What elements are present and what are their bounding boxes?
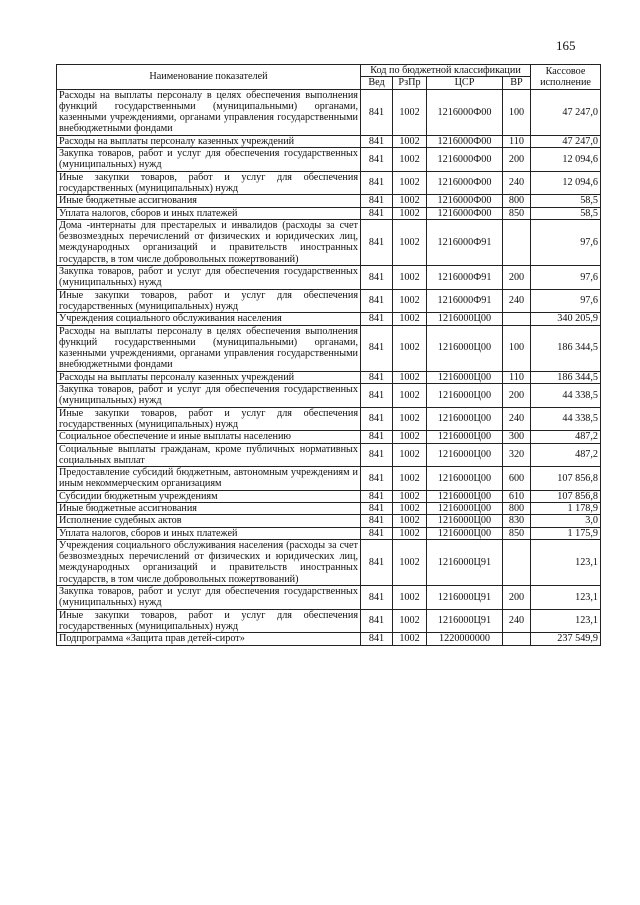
row-ved: 841 xyxy=(361,443,393,467)
row-name: Предоставление субсидий бюджетным, автономным учреждениям и иным некоммерческим организациям xyxy=(57,467,361,491)
table-row xyxy=(57,325,601,371)
row-rzpr: 1002 xyxy=(393,527,427,539)
row-amount: 97,6 xyxy=(531,219,601,265)
row-vr: 200 xyxy=(503,148,531,172)
header-ved: Вед xyxy=(361,77,393,89)
row-ved: 841 xyxy=(361,502,393,514)
row-csr: 1216000Ц00 xyxy=(427,384,503,408)
row-vr xyxy=(503,633,531,645)
row-ved: 841 xyxy=(361,407,393,431)
row-vr: 200 xyxy=(503,266,531,290)
row-ved: 841 xyxy=(361,515,393,527)
table-row xyxy=(57,171,601,195)
header-name: Наименование показателей xyxy=(57,65,361,90)
row-csr: 1216000Ф00 xyxy=(427,89,503,135)
row-amount: 123,1 xyxy=(531,539,601,585)
table-row xyxy=(57,586,601,610)
row-vr: 850 xyxy=(503,527,531,539)
row-rzpr: 1002 xyxy=(393,502,427,514)
row-ved: 841 xyxy=(361,539,393,585)
row-csr: 1216000Ц00 xyxy=(427,443,503,467)
table-row xyxy=(57,467,601,491)
row-csr: 1216000Ц00 xyxy=(427,515,503,527)
header-csr: ЦСР xyxy=(427,77,503,89)
table-row xyxy=(57,148,601,172)
row-name: Социальное обеспечение и иные выплаты населению xyxy=(57,431,361,443)
row-name: Иные бюджетные ассигнования xyxy=(57,195,361,207)
table-row xyxy=(57,266,601,290)
row-vr: 600 xyxy=(503,467,531,491)
row-rzpr: 1002 xyxy=(393,135,427,147)
row-rzpr: 1002 xyxy=(393,219,427,265)
row-ved: 841 xyxy=(361,135,393,147)
row-vr: 850 xyxy=(503,207,531,219)
row-csr: 1216000Ф00 xyxy=(427,207,503,219)
row-name: Расходы на выплаты персоналу казенных учреждений xyxy=(57,135,361,147)
row-csr: 1216000Ц91 xyxy=(427,609,503,633)
row-vr: 320 xyxy=(503,443,531,467)
row-vr: 240 xyxy=(503,407,531,431)
row-amount: 107 856,8 xyxy=(531,467,601,491)
table-row xyxy=(57,443,601,467)
row-vr xyxy=(503,313,531,325)
header-rzpr: РзПр xyxy=(393,77,427,89)
row-rzpr: 1002 xyxy=(393,407,427,431)
row-name: Исполнение судебных актов xyxy=(57,515,361,527)
row-amount: 487,2 xyxy=(531,443,601,467)
header-vr: ВР xyxy=(503,77,531,89)
row-ved: 841 xyxy=(361,325,393,371)
row-amount: 44 338,5 xyxy=(531,407,601,431)
row-csr: 1216000Ц00 xyxy=(427,502,503,514)
row-ved: 841 xyxy=(361,490,393,502)
row-rzpr: 1002 xyxy=(393,609,427,633)
row-rzpr: 1002 xyxy=(393,467,427,491)
row-name: Учреждения социального обслуживания населения xyxy=(57,313,361,325)
row-name: Уплата налогов, сборов и иных платежей xyxy=(57,527,361,539)
row-vr xyxy=(503,539,531,585)
row-name: Иные закупки товаров, работ и услуг для обеспечения государственных (муниципальных) нужд xyxy=(57,609,361,633)
row-amount: 47 247,0 xyxy=(531,135,601,147)
budget-table xyxy=(56,64,601,646)
row-csr: 1216000Ц91 xyxy=(427,586,503,610)
row-vr: 830 xyxy=(503,515,531,527)
row-ved: 841 xyxy=(361,195,393,207)
row-amount: 107 856,8 xyxy=(531,490,601,502)
row-name: Иные закупки товаров, работ и услуг для обеспечения государственных (муниципальных) нужд xyxy=(57,407,361,431)
row-vr: 200 xyxy=(503,384,531,408)
table-row xyxy=(57,207,601,219)
row-amount: 237 549,9 xyxy=(531,633,601,645)
table-row xyxy=(57,371,601,383)
row-name: Закупка товаров, работ и услуг для обеспечения государственных (муниципальных) нужд xyxy=(57,266,361,290)
row-ved: 841 xyxy=(361,207,393,219)
table-body xyxy=(57,89,601,645)
row-ved: 841 xyxy=(361,467,393,491)
row-amount: 487,2 xyxy=(531,431,601,443)
row-amount: 12 094,6 xyxy=(531,171,601,195)
row-rzpr: 1002 xyxy=(393,371,427,383)
row-vr: 200 xyxy=(503,586,531,610)
row-vr: 610 xyxy=(503,490,531,502)
table-row xyxy=(57,384,601,408)
row-rzpr: 1002 xyxy=(393,633,427,645)
row-ved: 841 xyxy=(361,431,393,443)
table-row xyxy=(57,633,601,645)
row-name: Субсидии бюджетным учреждениям xyxy=(57,490,361,502)
row-name: Иные закупки товаров, работ и услуг для обеспечения государственных (муниципальных) нужд xyxy=(57,171,361,195)
row-amount: 58,5 xyxy=(531,195,601,207)
row-ved: 841 xyxy=(361,171,393,195)
row-amount: 186 344,5 xyxy=(531,325,601,371)
row-csr: 1216000Ф00 xyxy=(427,171,503,195)
row-rzpr: 1002 xyxy=(393,266,427,290)
row-amount: 123,1 xyxy=(531,609,601,633)
table-row xyxy=(57,431,601,443)
row-name: Расходы на выплаты персоналу в целях обеспечения выполнения функций государственными (муниципальными) органами, казенными учреждениями, органами управления государственными внебюджетными фондами xyxy=(57,325,361,371)
row-rzpr: 1002 xyxy=(393,207,427,219)
row-name: Социальные выплаты гражданам, кроме публичных нормативных социальных выплат xyxy=(57,443,361,467)
row-vr: 100 xyxy=(503,325,531,371)
table-row xyxy=(57,89,601,135)
row-csr: 1216000Ц00 xyxy=(427,467,503,491)
row-csr: 1216000Ф91 xyxy=(427,289,503,313)
row-amount: 47 247,0 xyxy=(531,89,601,135)
row-amount: 58,5 xyxy=(531,207,601,219)
table-row xyxy=(57,289,601,313)
row-rzpr: 1002 xyxy=(393,171,427,195)
row-amount: 340 205,9 xyxy=(531,313,601,325)
row-amount: 123,1 xyxy=(531,586,601,610)
table-row xyxy=(57,407,601,431)
row-csr: 1216000Ф91 xyxy=(427,219,503,265)
row-vr xyxy=(503,219,531,265)
row-vr: 240 xyxy=(503,171,531,195)
row-ved: 841 xyxy=(361,384,393,408)
row-vr: 110 xyxy=(503,135,531,147)
row-ved: 841 xyxy=(361,148,393,172)
row-rzpr: 1002 xyxy=(393,148,427,172)
row-ved: 841 xyxy=(361,586,393,610)
header-budget-code: Код по бюджетной классификации xyxy=(361,65,531,77)
row-ved: 841 xyxy=(361,609,393,633)
row-rzpr: 1002 xyxy=(393,443,427,467)
row-rzpr: 1002 xyxy=(393,431,427,443)
row-name: Подпрограмма «Защита прав детей-сирот» xyxy=(57,633,361,645)
row-csr: 1216000Ф00 xyxy=(427,195,503,207)
row-ved: 841 xyxy=(361,266,393,290)
row-csr: 1216000Ц00 xyxy=(427,431,503,443)
table-row xyxy=(57,219,601,265)
table-row xyxy=(57,313,601,325)
row-ved: 841 xyxy=(361,633,393,645)
row-csr: 1216000Ц00 xyxy=(427,325,503,371)
row-rzpr: 1002 xyxy=(393,490,427,502)
row-csr: 1216000Ц00 xyxy=(427,313,503,325)
row-amount: 12 094,6 xyxy=(531,148,601,172)
table-header xyxy=(57,65,601,90)
row-amount: 1 175,9 xyxy=(531,527,601,539)
row-amount: 3,0 xyxy=(531,515,601,527)
row-rzpr: 1002 xyxy=(393,325,427,371)
row-name: Закупка товаров, работ и услуг для обеспечения государственных (муниципальных) нужд xyxy=(57,384,361,408)
row-rzpr: 1002 xyxy=(393,89,427,135)
table-row xyxy=(57,502,601,514)
row-vr: 240 xyxy=(503,289,531,313)
row-csr: 1216000Ц00 xyxy=(427,407,503,431)
row-name: Иные бюджетные ассигнования xyxy=(57,502,361,514)
row-ved: 841 xyxy=(361,89,393,135)
table-row xyxy=(57,195,601,207)
row-ved: 841 xyxy=(361,371,393,383)
row-name: Расходы на выплаты персоналу казенных учреждений xyxy=(57,371,361,383)
row-csr: 1216000Ц00 xyxy=(427,527,503,539)
row-csr: 1216000Ц00 xyxy=(427,371,503,383)
row-rzpr: 1002 xyxy=(393,313,427,325)
row-ved: 841 xyxy=(361,313,393,325)
row-ved: 841 xyxy=(361,527,393,539)
row-rzpr: 1002 xyxy=(393,515,427,527)
row-name: Учреждения социального обслуживания населения (расходы за счет безвозмездных перечислений от физических и юридических лиц, международных организаций и правительств иностранных государств, в том числе добровольных пожертвований) xyxy=(57,539,361,585)
row-name: Уплата налогов, сборов и иных платежей xyxy=(57,207,361,219)
row-rzpr: 1002 xyxy=(393,384,427,408)
table-row xyxy=(57,527,601,539)
table-row xyxy=(57,609,601,633)
row-vr: 800 xyxy=(503,502,531,514)
row-name: Закупка товаров, работ и услуг для обеспечения государственных (муниципальных) нужд xyxy=(57,148,361,172)
table-row xyxy=(57,515,601,527)
page-number: 165 xyxy=(556,38,576,53)
row-csr: 1216000Ф91 xyxy=(427,266,503,290)
table-row xyxy=(57,539,601,585)
row-csr: 1216000Ц00 xyxy=(427,490,503,502)
row-vr: 800 xyxy=(503,195,531,207)
row-csr: 1216000Ф00 xyxy=(427,135,503,147)
row-csr: 1216000Ц91 xyxy=(427,539,503,585)
header-execution: Кассовое исполнение xyxy=(531,65,601,90)
row-amount: 97,6 xyxy=(531,289,601,313)
row-amount: 186 344,5 xyxy=(531,371,601,383)
row-rzpr: 1002 xyxy=(393,195,427,207)
row-vr: 240 xyxy=(503,609,531,633)
row-ved: 841 xyxy=(361,219,393,265)
row-vr: 300 xyxy=(503,431,531,443)
row-name: Иные закупки товаров, работ и услуг для обеспечения государственных (муниципальных) нужд xyxy=(57,289,361,313)
row-name: Дома -интернаты для престарелых и инвалидов (расходы за счет безвозмездных перечислений от физических и юридических лиц, международных организаций и правительств иностранных государств, в том числе добровольных пожертвований) xyxy=(57,219,361,265)
row-name: Расходы на выплаты персоналу в целях обеспечения выполнения функций государственными (муниципальными) органами, казенными учреждениями, органами управления государственными внебюджетными фондами xyxy=(57,89,361,135)
row-vr: 100 xyxy=(503,89,531,135)
row-amount: 97,6 xyxy=(531,266,601,290)
row-amount: 44 338,5 xyxy=(531,384,601,408)
row-rzpr: 1002 xyxy=(393,289,427,313)
row-rzpr: 1002 xyxy=(393,539,427,585)
table-row xyxy=(57,135,601,147)
row-vr: 110 xyxy=(503,371,531,383)
row-amount: 1 178,9 xyxy=(531,502,601,514)
row-csr: 1220000000 xyxy=(427,633,503,645)
row-name: Закупка товаров, работ и услуг для обеспечения государственных (муниципальных) нужд xyxy=(57,586,361,610)
row-ved: 841 xyxy=(361,289,393,313)
row-rzpr: 1002 xyxy=(393,586,427,610)
table-row xyxy=(57,490,601,502)
row-csr: 1216000Ф00 xyxy=(427,148,503,172)
